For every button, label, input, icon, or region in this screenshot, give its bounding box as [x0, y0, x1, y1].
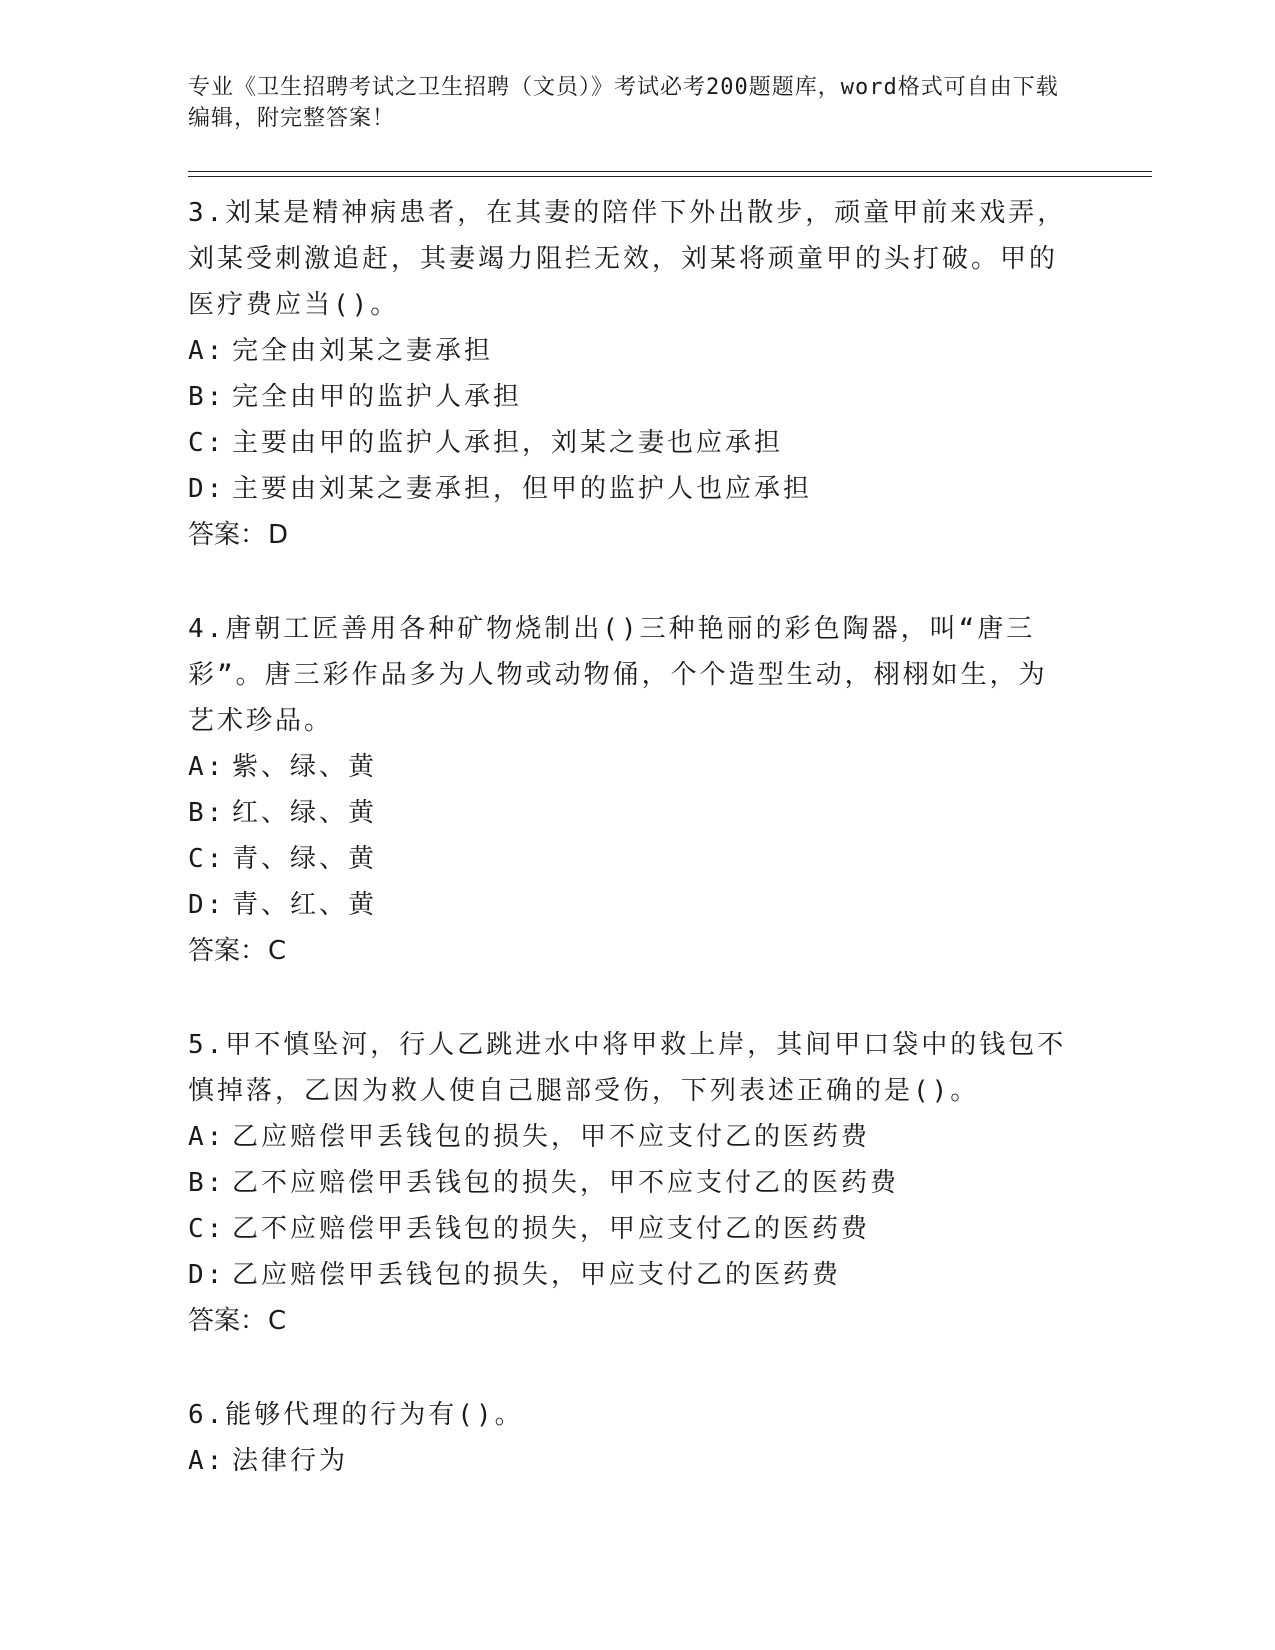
option-letter: D:: [188, 474, 226, 504]
answer-line: [188, 928, 1068, 974]
option-letter: B:: [188, 1168, 226, 1198]
option-letter: A:: [188, 1446, 226, 1476]
option-b: [188, 790, 1068, 836]
header-text: 专业《卫生招聘考试之卫生招聘（文员）》考试必考200题题库，word格式可自由下载编辑，附完整答案！: [188, 75, 1059, 131]
answer-label: 答案：: [188, 936, 267, 966]
answer-value: C: [268, 1306, 287, 1336]
option-text: 乙不应赔偿甲丢钱包的损失，甲不应支付乙的医药费: [232, 1168, 900, 1198]
answer-line: [188, 1298, 1068, 1344]
question-text: 4.唐朝工匠善用各种矿物烧制出()三种艳丽的彩色陶器，叫“唐三彩”。唐三彩作品多为人物或动物俑，个个造型生动，栩栩如生，为艺术珍品。: [188, 614, 1048, 736]
option-a: [188, 744, 1068, 790]
option-text: 完全由甲的监护人承担: [232, 382, 523, 412]
option-text: 青、绿、黄: [232, 844, 378, 874]
option-text: 主要由甲的监护人承担，刘某之妻也应承担: [232, 428, 784, 458]
option-d: [188, 882, 1068, 928]
option-text: 乙应赔偿甲丢钱包的损失，甲不应支付乙的医药费: [232, 1122, 871, 1152]
option-letter: A:: [188, 1122, 226, 1152]
option-d: [188, 466, 1068, 512]
option-text: 乙应赔偿甲丢钱包的损失，甲应支付乙的医药费: [232, 1260, 842, 1290]
option-a: [188, 328, 1068, 374]
option-text: 红、绿、黄: [232, 798, 378, 828]
header-divider-top: [188, 171, 1152, 172]
question-text: 6.能够代理的行为有()。: [188, 1400, 524, 1430]
option-a: [188, 1438, 1068, 1484]
option-a: [188, 1114, 1068, 1160]
option-text: 完全由刘某之妻承担: [232, 336, 494, 366]
option-letter: C:: [188, 428, 226, 458]
option-letter: A:: [188, 336, 226, 366]
option-text: 紫、绿、黄: [232, 752, 378, 782]
option-letter: C:: [188, 1214, 226, 1244]
question-item: [188, 1022, 1068, 1344]
option-c: [188, 420, 1068, 466]
answer-value: D: [268, 520, 289, 550]
question-item: [188, 1392, 1068, 1484]
option-c: [188, 1206, 1068, 1252]
document-header: [188, 72, 1068, 134]
option-b: [188, 1160, 1068, 1206]
question-text: 5.甲不慎坠河，行人乙跳进水中将甲救上岸，其间甲口袋中的钱包不慎掉落，乙因为救人使自己腿部受伤，下列表述正确的是()。: [188, 1030, 1067, 1106]
option-d: [188, 1252, 1068, 1298]
option-letter: D:: [188, 1260, 226, 1290]
option-text: 主要由刘某之妻承担，但甲的监护人也应承担: [232, 474, 813, 504]
question-item: [188, 606, 1068, 974]
option-text: 青、红、黄: [232, 890, 378, 920]
answer-label: 答案：: [188, 520, 267, 550]
option-letter: C:: [188, 844, 226, 874]
option-letter: B:: [188, 798, 226, 828]
option-text: 乙不应赔偿甲丢钱包的损失，甲应支付乙的医药费: [232, 1214, 871, 1244]
option-c: [188, 836, 1068, 882]
question-item: [188, 190, 1068, 558]
question-list: [188, 190, 1068, 1532]
answer-value: C: [268, 936, 287, 966]
option-letter: D:: [188, 890, 226, 920]
option-letter: A:: [188, 752, 226, 782]
header-divider-bottom: [188, 176, 1152, 177]
answer-label: 答案：: [188, 1306, 267, 1336]
option-text: 法律行为: [232, 1446, 349, 1476]
option-b: [188, 374, 1068, 420]
question-text: 3.刘某是精神病患者，在其妻的陪伴下外出散步，顽童甲前来戏弄，刘某受刺激追赶，其妻竭力阻拦无效，刘某将顽童甲的头打破。甲的医疗费应当()。: [188, 198, 1067, 320]
answer-line: [188, 512, 1068, 558]
option-letter: B:: [188, 382, 226, 412]
